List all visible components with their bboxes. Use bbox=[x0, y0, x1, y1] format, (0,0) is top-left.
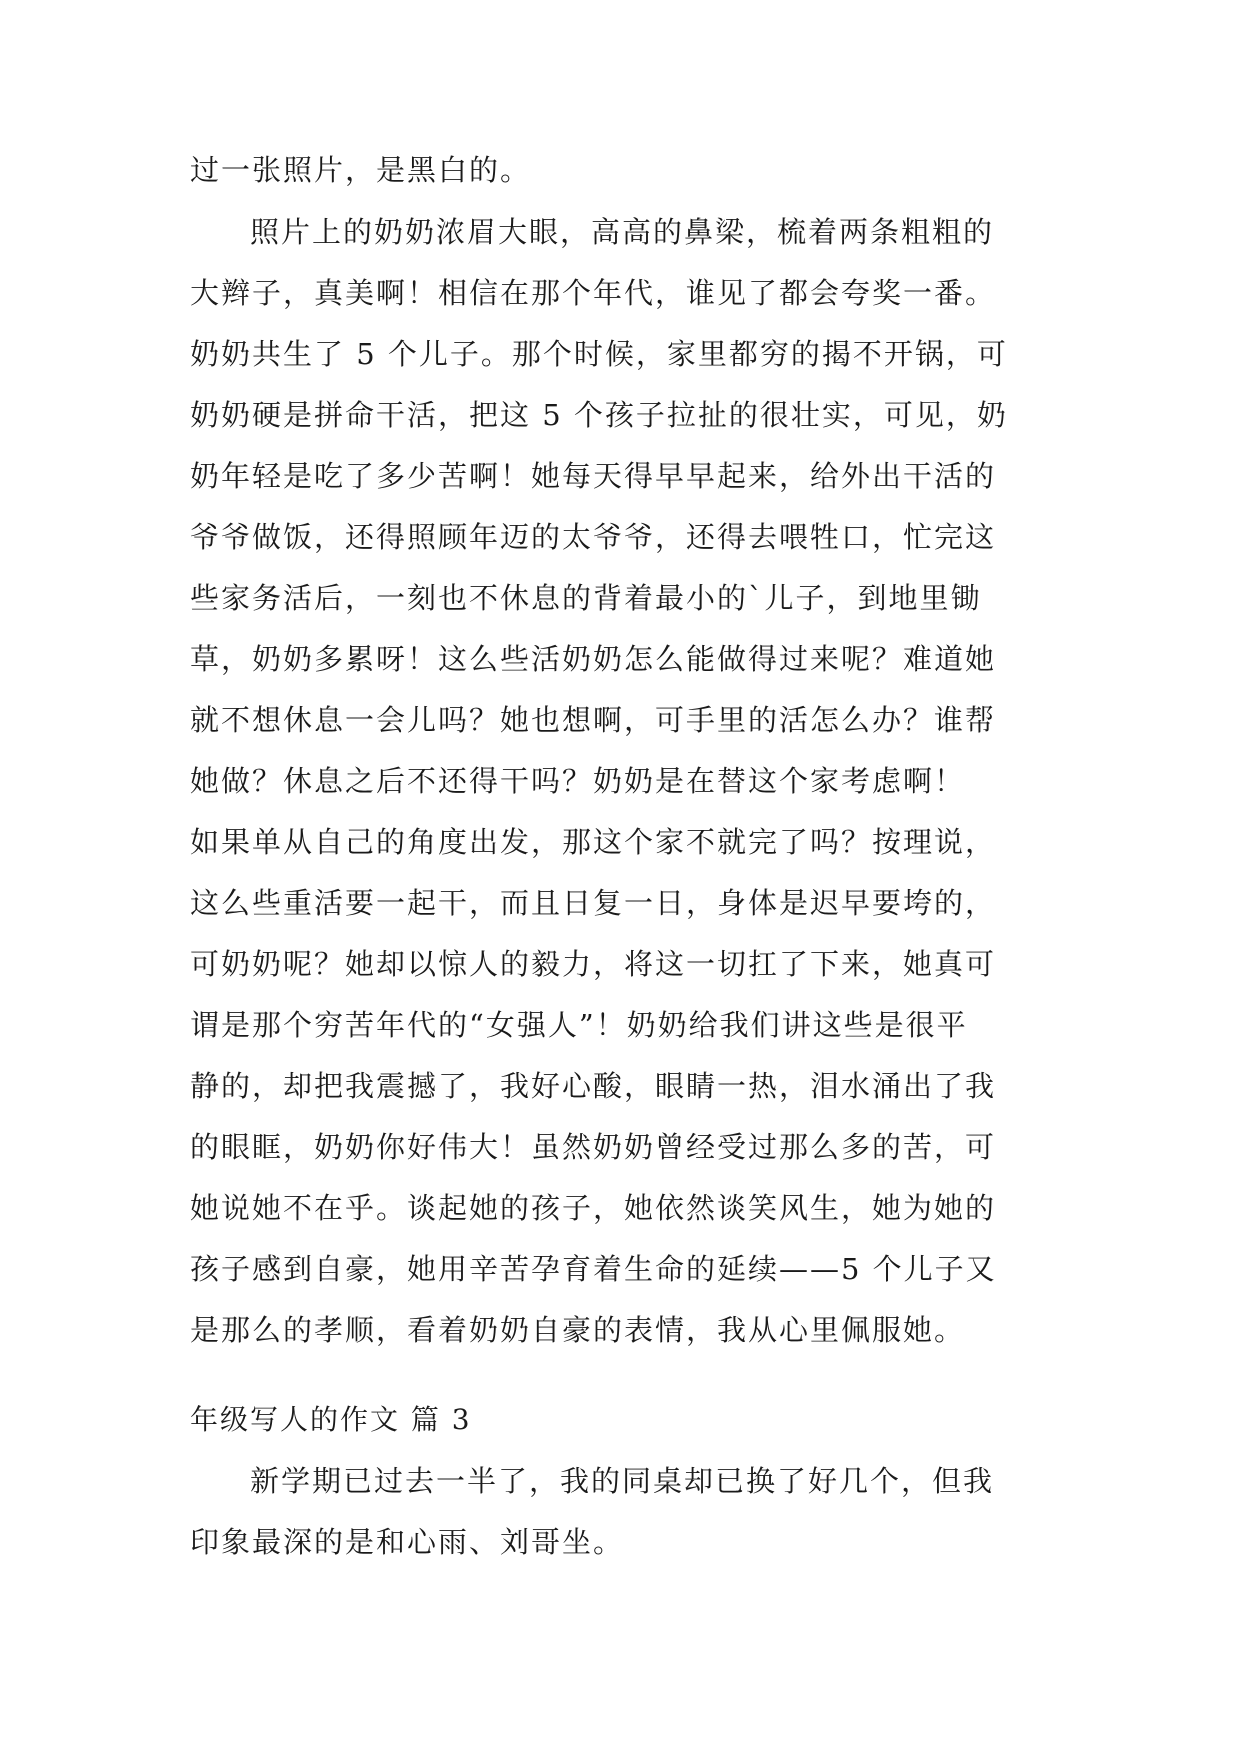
paragraph-line: 这么些重活要一起干，而且日复一日，身体是迟早要垮的， bbox=[190, 886, 997, 920]
paragraph-line: 她做？休息之后不还得干吗？奶奶是在替这个家考虑啊！ bbox=[190, 764, 966, 798]
paragraph-line: 奶奶共生了 5 个儿子。那个时候，家里都穷的揭不开锅，可 bbox=[190, 337, 1008, 371]
paragraph-line: 如果单从自己的角度出发，那这个家不就完了吗？按理说， bbox=[190, 825, 997, 859]
paragraph-line: 印象最深的是和心雨、刘哥坐。 bbox=[190, 1525, 625, 1559]
paragraph-line: 可奶奶呢？她却以惊人的毅力，将这一切扛了下来，她真可 bbox=[190, 947, 997, 981]
text-line: 过一张照片，是黑白的。 bbox=[190, 153, 532, 187]
paragraph-line: 静的，却把我震撼了，我好心酸，眼睛一热，泪水涌出了我 bbox=[190, 1069, 997, 1103]
paragraph-line: 奶年轻是吃了多少苦啊！她每天得早早起来，给外出干活的 bbox=[190, 459, 997, 493]
paragraph-line: 谓是那个穷苦年代的“女强人”！奶奶给我们讲这些是很平 bbox=[190, 1008, 968, 1042]
paragraph-line: 她说她不在乎。谈起她的孩子，她依然谈笑风生，她为她的 bbox=[190, 1191, 997, 1225]
paragraph-line: 奶奶硬是拼命干活，把这 5 个孩子拉扯的很壮实，可见，奶 bbox=[190, 398, 1008, 432]
section-heading: 年级写人的作文 篇 3 bbox=[190, 1403, 472, 1436]
paragraph-line: 孩子感到自豪，她用辛苦孕育着生命的延续——5 个儿子又 bbox=[190, 1252, 997, 1286]
paragraph-line: 些家务活后，一刻也不休息的背着最小的`儿子，到地里锄 bbox=[190, 581, 982, 615]
paragraph-line: 就不想休息一会儿吗？她也想啊，可手里的活怎么办？谁帮 bbox=[190, 703, 997, 737]
paragraph-line: 的眼眶，奶奶你好伟大！虽然奶奶曾经受过那么多的苦，可 bbox=[190, 1130, 997, 1164]
paragraph-line: 是那么的孝顺，看着奶奶自豪的表情，我从心里佩服她。 bbox=[190, 1313, 966, 1347]
paragraph-line: 照片上的奶奶浓眉大眼，高高的鼻梁，梳着两条粗粗的 bbox=[250, 215, 995, 249]
paragraph-line: 大辫子，真美啊！相信在那个年代，谁见了都会夸奖一番。 bbox=[190, 276, 997, 310]
paragraph-line: 新学期已过去一半了，我的同桌却已换了好几个，但我 bbox=[250, 1464, 995, 1498]
paragraph-line: 草，奶奶多累呀！这么些活奶奶怎么能做得过来呢？难道她 bbox=[190, 642, 997, 676]
paragraph-line: 爷爷做饭，还得照顾年迈的太爷爷，还得去喂牲口，忙完这 bbox=[190, 520, 997, 554]
